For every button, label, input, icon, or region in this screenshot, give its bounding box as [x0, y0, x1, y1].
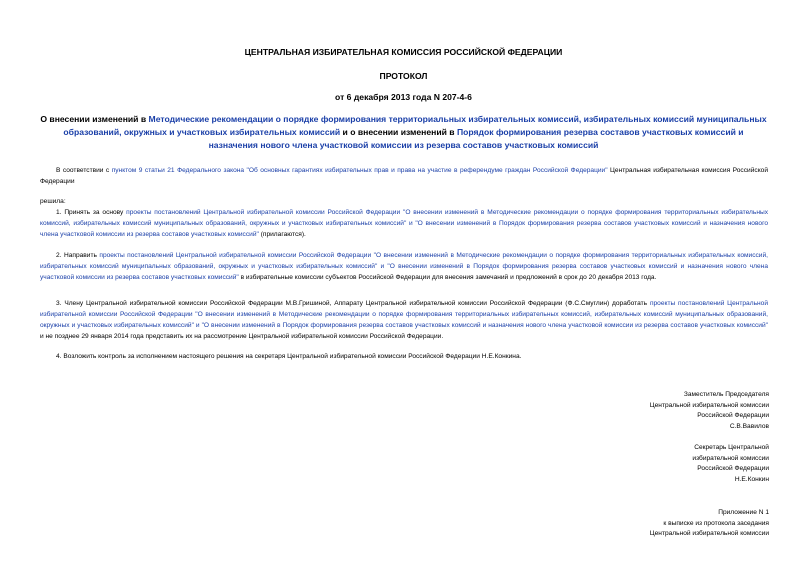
subject-middle: и о внесении изменений в [340, 127, 457, 137]
item-4: 4. Возложить контроль за исполнением настоящего решения на секретаря Центральной избирательной комиссии Российской Федерации Н.Е.Конкина. [56, 353, 522, 360]
signature-secretary [509, 443, 769, 485]
organization-title: ЦЕНТРАЛЬНАЯ ИЗБИРАТЕЛЬНАЯ КОМИССИЯ РОССИЙСКОЙ ФЕДЕРАЦИИ [244, 47, 563, 57]
item-1 [40, 207, 768, 240]
intro-prefix: В соответствии с [56, 167, 112, 174]
item-2-prefix: 2. Направить [56, 252, 100, 259]
document-type: ПРОТОКОЛ [379, 71, 428, 81]
item-1-prefix: 1. Принять за основу [56, 209, 127, 216]
signature-line: Заместитель Председателя [683, 391, 769, 398]
intro-paragraph [40, 165, 768, 187]
signature-line: Секретарь Центральной [694, 444, 769, 451]
item-2-suffix: в избирательные комиссии субъектов Российской Федерации для внесения замечаний и предложений в срок до 20 декабря 2013 года. [238, 274, 657, 281]
methodical-recommendations-link[interactable]: Методические рекомендации о порядке формирования территориальных избирательных комиссий, избирательных комиссий муниципальных образований, окружных и участковых избирательных комиссий [63, 114, 767, 137]
appendix-line: к выписке из протокола заседания [663, 519, 769, 527]
item-2-drafts-link[interactable]: проекты постановлений Центральной избирательной комиссии Российской Федерации "О внесении изменений в Методические рекомендации о порядке формирования территориальных избирательных комиссий, избирательных комиссий муниципальных образований, окружных и участковых избирательных комиссий" и "О внесении изменений в Порядок формирования резерва составов участковых комиссий и назначения нового члена участковой комиссии из резерва составов участковых комиссий" [40, 252, 769, 281]
item-1-drafts-link[interactable]: проекты постановлений Центральной избирательной комиссии Российской Федерации "О внесении изменений в Методические рекомендации о порядке формирования территориальных избирательных комиссий, избирательных комиссий муниципальных образований, окружных и участковых избирательных комиссий" и "О внесении изменений в Порядок формирования резерва составов участковых комиссий и назначения нового члена участковой комиссии из резерва составов участковых комиссий" [40, 209, 768, 238]
appendix-line: Центральной избирательной комиссии [649, 530, 769, 538]
appendix-line: Приложение N 1 [718, 509, 769, 516]
item-3-suffix: и не позднее 29 января 2014 года представить их на рассмотрение Центральной избирательной комиссии Российской Федерации. [40, 333, 444, 340]
signature-line: Центральной избирательной комиссии [649, 401, 769, 409]
resolved-label: решила: [40, 198, 66, 205]
item-3 [40, 298, 768, 342]
reserve-procedure-link[interactable]: Порядок формирования резерва составов участковых комиссий и назначения нового члена участковой комиссии из резерва составов участковых комиссий [208, 127, 744, 150]
signature-line: Российской Федерации [697, 465, 769, 473]
signature-deputy-chairman [509, 390, 769, 432]
federal-law-link[interactable]: пунктом 9 статьи 21 Федерального закона "Об основных гарантиях избирательных прав и права на участие в референдуме граждан Российской Федерации" [111, 167, 608, 174]
signature-line: избирательной комиссии [692, 454, 769, 462]
item-3-prefix: 3. Члену Центральной избирательной комиссии Российской Федерации М.В.Гришиной, Аппарату Центральной избирательной комиссии Российской Федерации (Ф.С.Смуглин) доработать [56, 300, 650, 307]
item-3-drafts-link[interactable]: проекты постановлений Центральной избирательной комиссии Российской Федерации "О внесении изменений в Методические рекомендации о порядке формирования территориальных избирательных комиссий, избирательных комиссий муниципальных образований, окружных и участковых избирательных комиссий" и "О внесении изменений в Порядок формирования резерва составов участковых комиссий и назначения нового члена участковой комиссии из резерва составов участковых комиссий" [40, 300, 768, 329]
signature-line: Н.Е.Конкин [734, 475, 769, 483]
protocol-date-number: от 6 декабря 2013 года N 207-4-6 [335, 92, 472, 102]
subject-prefix: О внесении изменений в [40, 114, 149, 124]
document-subject [40, 113, 767, 152]
appendix-note [509, 508, 769, 540]
item-2 [40, 250, 768, 283]
item-1-suffix: (прилагаются). [258, 231, 306, 238]
signature-line: Российской Федерации [697, 412, 769, 420]
intro-suffix: Центральная избирательная комиссия Российской Федерации [40, 167, 768, 185]
signature-line: С.В.Вавилов [729, 422, 769, 430]
